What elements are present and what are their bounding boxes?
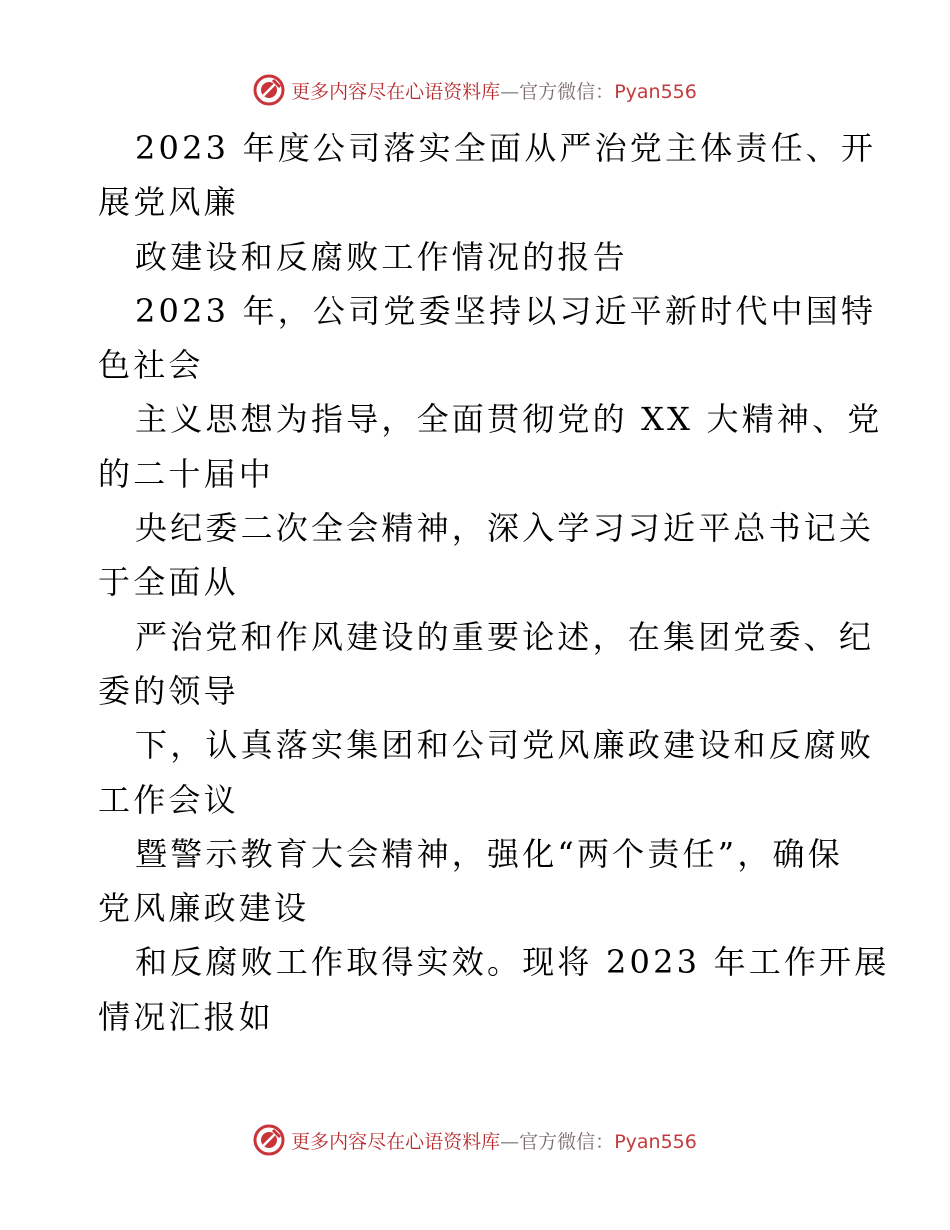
watermark-footer	[0, 1120, 950, 1160]
document-line: 情况汇报如	[98, 997, 275, 1036]
document-body	[98, 121, 890, 1044]
watermark-wechat-id: Pyan556	[614, 80, 697, 103]
document-line: 2023 年，公司党委坚持以习近平新时代中国特	[135, 291, 877, 330]
document-line: 工作会议	[98, 780, 239, 819]
document-line: 党风廉政建设	[98, 889, 310, 928]
watermark-text-main: 更多内容尽在心语资料库	[291, 1130, 501, 1153]
watermark-text-wechat-label: 官方微信：	[519, 1130, 615, 1153]
watermark-header	[0, 70, 950, 110]
document-line: 于全面从	[98, 563, 239, 602]
document-line: 展党风廉	[98, 183, 239, 222]
document-line: 的二十届中	[98, 454, 275, 493]
document-line: 和反腐败工作取得实效。现将 2023 年工作开展	[135, 943, 890, 982]
watermark-text-main: 更多内容尽在心语资料库	[291, 80, 501, 103]
document-line: 色社会	[98, 346, 204, 385]
watermark-separator: —	[500, 80, 520, 103]
document-line: 下，认真落实集团和公司党风廉政建设和反腐败	[135, 726, 875, 765]
stamp-logo-icon	[253, 74, 285, 106]
watermark-wechat-id: Pyan556	[614, 1130, 697, 1153]
document-line: 政建设和反腐败工作情况的报告	[135, 237, 628, 276]
document-line: 央纪委二次全会精神，深入学习习近平总书记关	[135, 509, 875, 548]
document-line: 主义思想为指导，全面贯彻党的 XX 大精神、党	[135, 400, 883, 439]
watermark-separator: —	[500, 1130, 520, 1153]
watermark-text-wechat-label: 官方微信：	[519, 80, 615, 103]
document-line: 暨警示教育大会精神，强化“两个责任”，确保	[135, 834, 843, 873]
document-line: 严治党和作风建设的重要论述，在集团党委、纪	[135, 617, 875, 656]
document-line: 委的领导	[98, 671, 239, 710]
stamp-logo-icon	[253, 1124, 285, 1156]
document-line: 2023 年度公司落实全面从严治党主体责任、开	[135, 129, 877, 167]
